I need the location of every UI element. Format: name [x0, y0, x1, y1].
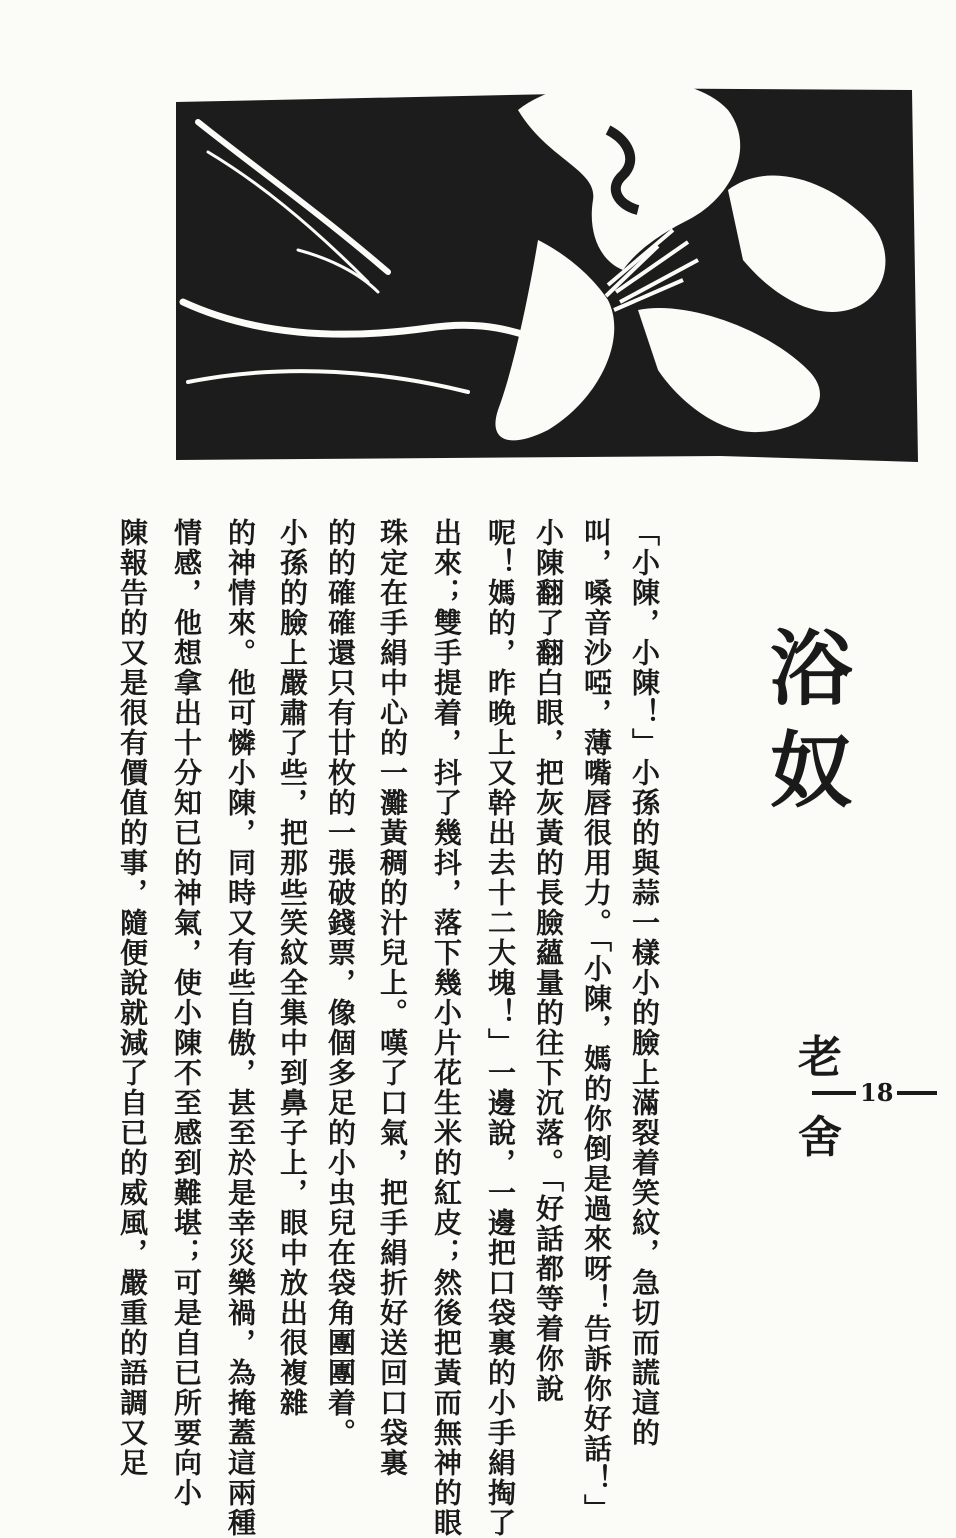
text-column-11: 陳報告的又是很有價值的事，隨便說就減了自已的威風，嚴重的語調又足 [116, 518, 149, 1478]
woodcut-flower-illustration [168, 70, 920, 470]
text-column-2: 叫，嗓音沙啞，薄嘴唇很用力。「小陳，媽的你倒是過來呀！告訴你好話！」 [580, 518, 613, 1524]
text-column-3: 小陳翻了翻白眼，把灰黃的長臉蘊量的往下沉落。「好話都等着你說 [532, 518, 565, 1404]
text-column-7: 的的確確還只有廿枚的一張破錢票，像個多足的小虫兒在袋角團團着。 [324, 518, 357, 1448]
title-char-1: 浴 [770, 621, 853, 717]
text-column-4: 呢！媽的，昨晚上又幹出去十二大塊！」一邊說，一邊把口袋裏的小手絹掏了 [484, 518, 517, 1538]
text-column-9: 的神情來。他可憐小陳，同時又有些自傲，甚至於是幸災樂禍，為掩蓋這兩種 [224, 518, 257, 1538]
text-column-8: 小孫的臉上嚴肅了些，把那些笑紋全集中到鼻子上，眼中放出很複雜 [276, 518, 309, 1418]
page-number [812, 1078, 937, 1107]
text-column-6: 珠定在手絹中心的一灘黃稠的汁兒上。嘆了口氣，把手絹折好送回口袋裏 [376, 518, 409, 1478]
page-number-dash-left [812, 1091, 856, 1095]
text-column-1: 「小陳，小陳！」小孫的與蒜一樣小的臉上滿裂着笑紋，急切而謊這的 [628, 518, 661, 1448]
page-number-dash-right [897, 1091, 937, 1095]
text-column-10: 情感，他想拿出十分知已的神氣，使小陳不至感到難堪；可是自已所要向小 [170, 518, 203, 1508]
text-column-5: 出來；雙手提着，抖了幾抖，落下幾小片花生米的紅皮；然後把黃而無神的眼 [430, 518, 463, 1538]
page-number-value: 18 [860, 1078, 894, 1107]
title-char-2: 奴 [770, 723, 853, 819]
author-char-1: 老 [798, 1032, 842, 1083]
author-char-2: 舍 [798, 1112, 842, 1163]
